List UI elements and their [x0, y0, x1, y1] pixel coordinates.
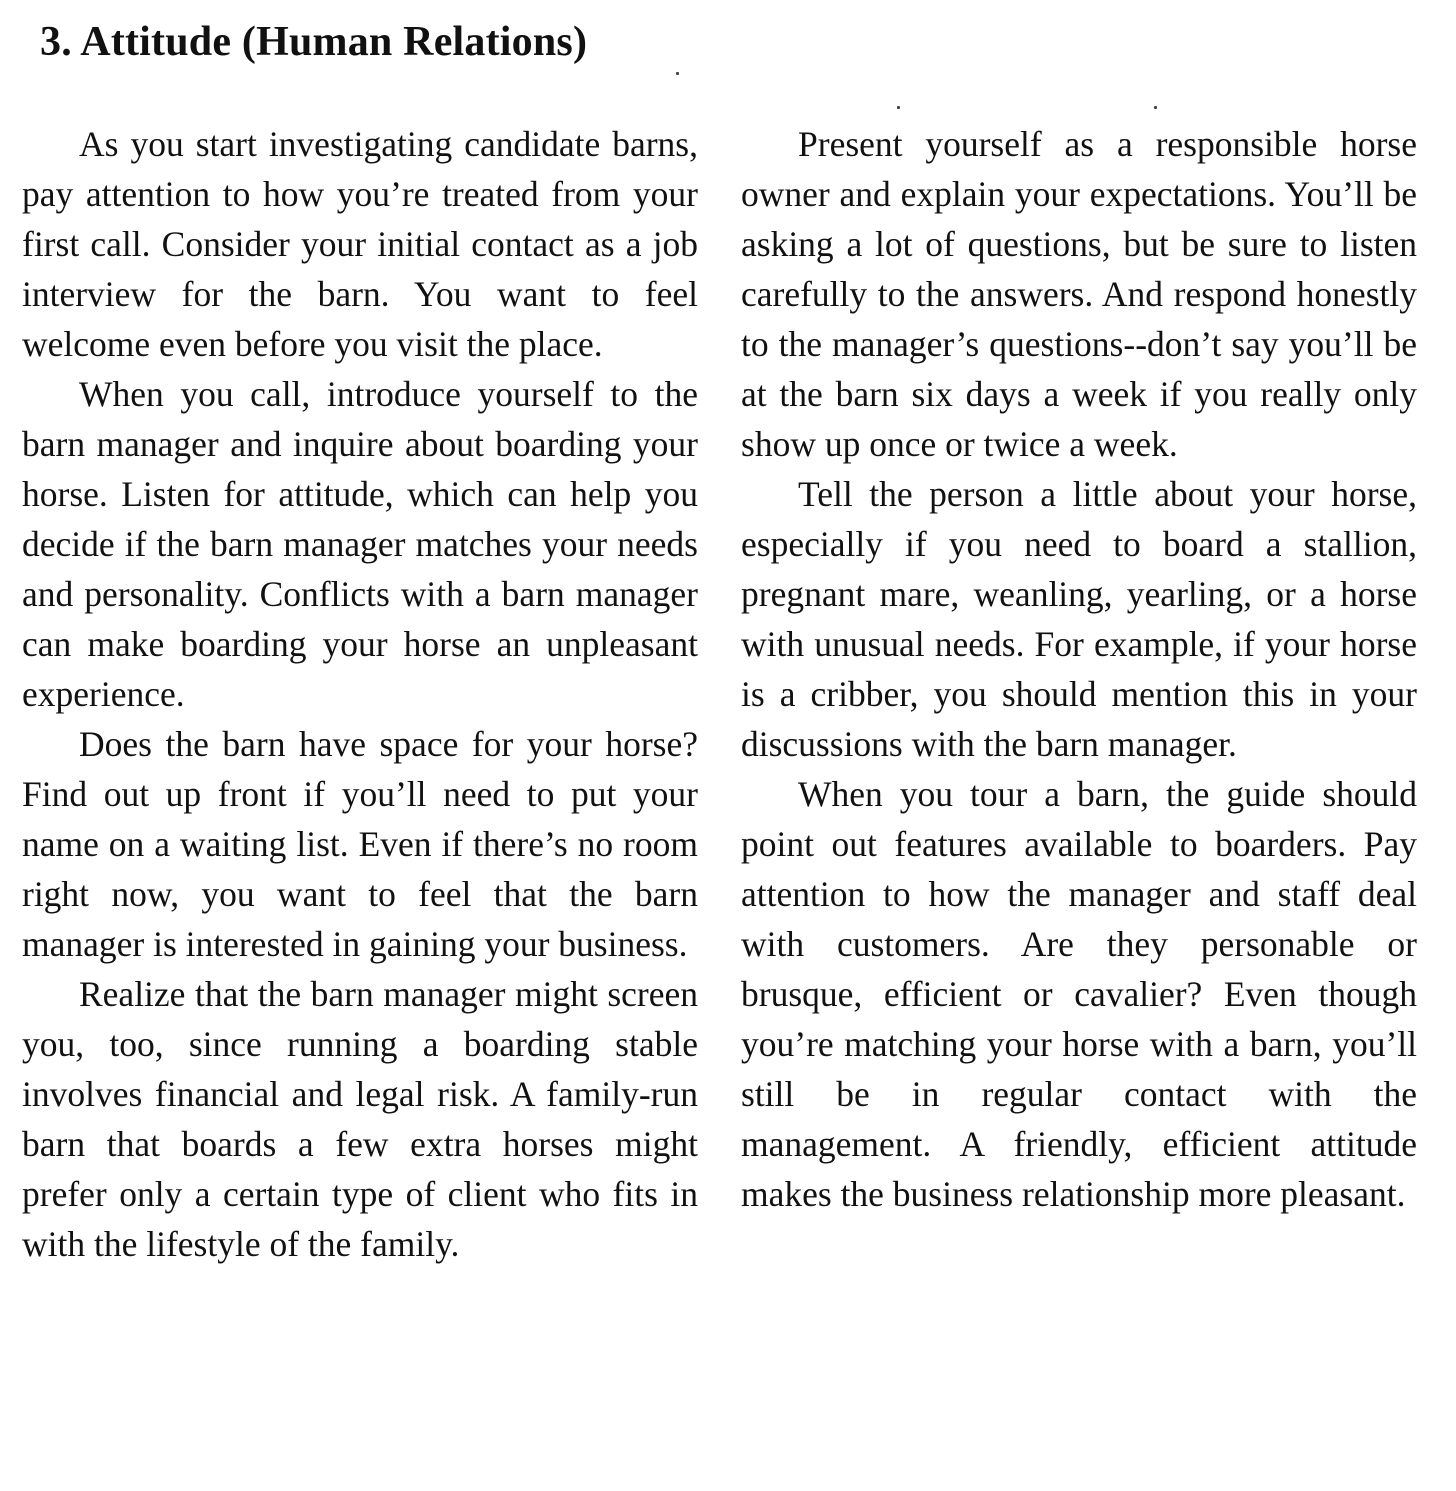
paragraph: As you start investigating candidate barns, pay attention to how you’re treated from your first call. Consider your initial contact as a job interview for the barn. You want to feel welcome even before you visit the place. — [22, 124, 698, 364]
paragraph: Tell the person a little about your horse, especially if you need to board a stallion, pregnant mare, weanling, yearling, or a horse with unusual needs. For example, if your horse is a cribber, you should mention this in your discussions with the barn manager. — [741, 474, 1417, 764]
scan-speck — [676, 72, 679, 75]
paragraph: Present yourself as a responsible horse owner and explain your expectations. You’ll be asking a lot of questions, but be sure to listen carefully to the answers. And respond honestly to the manager’s questions--don’t say you’ll be at the barn six days a week if you really only show up once or twice a week. — [741, 124, 1417, 464]
paragraph: Realize that the barn manager might screen you, too, since running a boarding stable involves financial and legal risk. A family-run barn that boards a few extra horses might prefer only a certain type of client who fits in with the lifestyle of the family. — [22, 974, 698, 1264]
paragraph: Does the barn have space for your horse? Find out up front if you’ll need to put your name on a waiting list. Even if there’s no room right now, you want to feel that the barn manager is interested in gaining your business. — [22, 724, 698, 964]
scan-speck — [1154, 106, 1157, 109]
right-column — [741, 119, 1417, 1219]
scan-speck — [897, 106, 900, 109]
left-column — [22, 119, 698, 1269]
section-title: 3. Attitude (Human Relations) — [40, 19, 588, 65]
paragraph: When you call, introduce yourself to the barn manager and inquire about boarding your horse. Listen for attitude, which can help you decide if the barn manager matches your needs and personality. Conflicts with a barn manager can make boarding your horse an unpleasant experience. — [22, 374, 698, 714]
paragraph: When you tour a barn, the guide should point out features available to boarders. Pay attention to how the manager and staff deal with customers. Are they personable or brusque, efficient or cavalier? Even though you’re matching your horse with a barn, you’ll still be in regular contact with the management. A friendly, efficient attitude makes the business relationship more pleasant. — [741, 774, 1417, 1214]
